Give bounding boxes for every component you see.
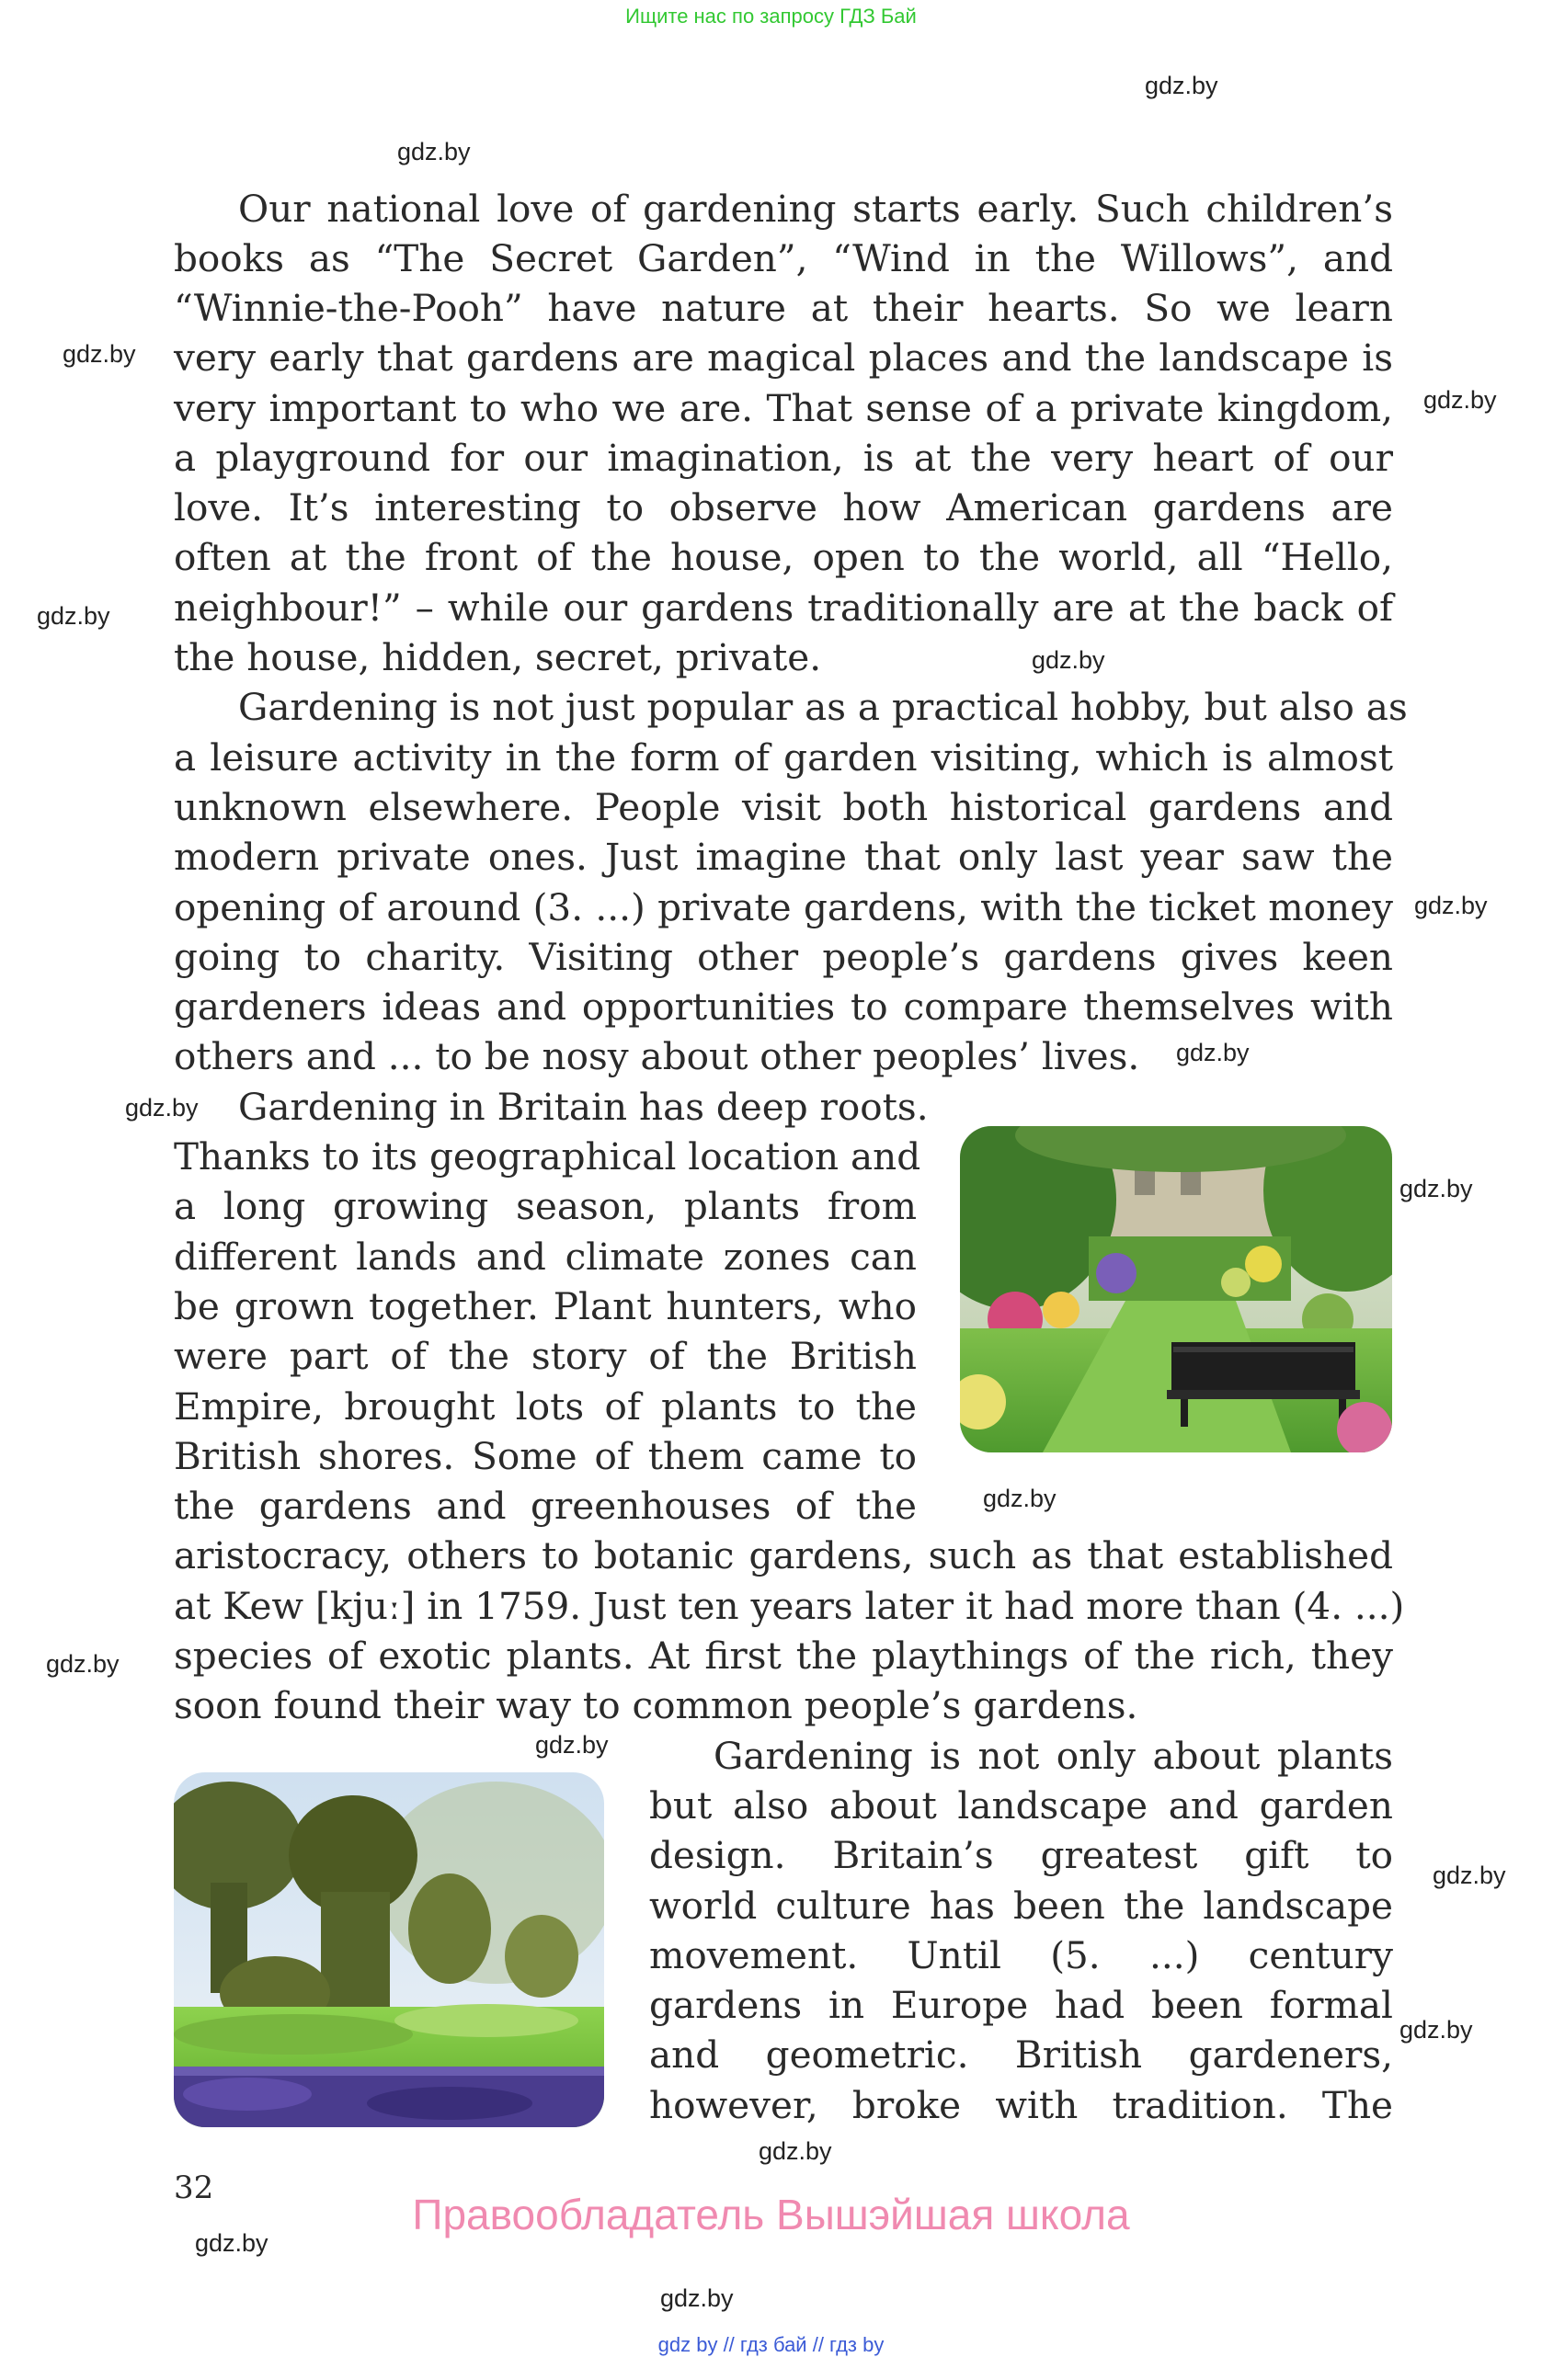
watermark: gdz.by (1399, 2016, 1473, 2044)
watermark: gdz.by (125, 1094, 199, 1122)
text-line: others and ... to be nosy about other peoples’ lives. (174, 1034, 1140, 1078)
text-line: a playground for our imagination, is at the very heart of our (174, 436, 1393, 480)
text-line: opening of around (3. ...) private gardens, with the ticket money (174, 885, 1393, 929)
text-line: soon found their way to common people’s gardens. (174, 1683, 1138, 1727)
watermark: gdz.by (983, 1485, 1057, 1512)
text-line: gardens in Europe had been formal (649, 1983, 1393, 2027)
top-banner: Ищите нас по запросу ГДЗ Бай (625, 5, 917, 28)
text-line: gardeners ideas and opportunities to compare themselves with (174, 985, 1393, 1029)
text-line: however, broke with tradition. The (649, 2083, 1393, 2127)
text-line: at Kew [kjuː] in 1759. Just ten years later it had more than (4. ...) (174, 1584, 1405, 1628)
watermark: gdz.by (1032, 646, 1105, 674)
watermark: gdz.by (46, 1650, 120, 1678)
watermark: gdz.by (660, 2284, 734, 2312)
text-line: Gardening is not only about plants (714, 1734, 1393, 1778)
text-line: a leisure activity in the form of garden visiting, which is almost (174, 735, 1393, 780)
text-line: very early that gardens are magical places and the landscape is (174, 336, 1393, 380)
text-line: Gardening in Britain has deep roots. (238, 1085, 929, 1129)
text-line: aristocracy, others to botanic gardens, such as that established (174, 1533, 1393, 1577)
text-line: and geometric. British gardeners, (649, 2033, 1393, 2077)
watermark: gdz.by (37, 602, 110, 630)
text-line: movement. Until (5. ...) century (649, 1933, 1393, 1977)
watermark: gdz.by (1176, 1039, 1250, 1066)
watermark: gdz.by (1414, 892, 1488, 919)
text-line: were part of the story of the British (174, 1334, 917, 1378)
watermark: gdz.by (1423, 386, 1497, 414)
text-line: modern private ones. Just imagine that only last year saw the (174, 835, 1393, 879)
rights-holder: Правообладатель Вышэйшая школа (412, 2191, 1130, 2238)
page-number: 32 (174, 2169, 214, 2206)
watermark: gdz.by (397, 138, 471, 165)
text-line: the gardens and greenhouses of the (174, 1484, 917, 1528)
text-line: Our national love of gardening starts early. Such children’s (238, 187, 1393, 231)
text-line: be grown together. Plant hunters, who (174, 1284, 917, 1328)
watermark: gdz.by (195, 2229, 268, 2257)
watermark: gdz.by (1433, 1862, 1506, 1889)
watermark: gdz.by (63, 340, 136, 368)
text-line: the house, hidden, secret, private. (174, 635, 822, 679)
text-line: world culture has been the landscape (649, 1884, 1393, 1928)
text-line: a long growing season, plants from (174, 1184, 917, 1228)
text-line: Thanks to its geographical location and (174, 1134, 921, 1179)
topiary-garden-photo (174, 1772, 604, 2127)
footer-links[interactable]: gdz by // гдз бай // гдз by (657, 2333, 885, 2356)
text-line: British shores. Some of them came to (174, 1434, 917, 1478)
text-line: neighbour!” – while our gardens traditionally are at the back of (174, 586, 1393, 630)
watermark: gdz.by (1399, 1175, 1473, 1202)
text-line: different lands and climate zones can (174, 1235, 917, 1279)
text-line: Empire, brought lots of plants to the (174, 1384, 917, 1429)
text-line: Gardening is not just popular as a practical hobby, but also as (238, 685, 1408, 729)
text-line: unknown elsewhere. People visit both historical gardens and (174, 785, 1393, 829)
text-line: very important to who we are. That sense of a private kingdom, (174, 386, 1393, 430)
text-line: love. It’s interesting to observe how American gardens are (174, 485, 1393, 530)
text-line: often at the front of the house, open to the world, all “Hello, (174, 535, 1393, 579)
text-line: going to charity. Visiting other people’s gardens gives keen (174, 935, 1393, 979)
text-line: “Winnie-the-Pooh” have nature at their hearts. So we learn (174, 286, 1393, 330)
text-line: books as “The Secret Garden”, “Wind in the Willows”, and (174, 236, 1393, 280)
garden-bench-photo (960, 1126, 1392, 1452)
text-line: species of exotic plants. At first the playthings of the rich, they (174, 1634, 1393, 1678)
watermark: gdz.by (1145, 72, 1218, 99)
text-line: but also about landscape and garden (649, 1783, 1393, 1828)
watermark: gdz.by (759, 2137, 832, 2165)
text-line: design. Britain’s greatest gift to (649, 1833, 1393, 1877)
watermark: gdz.by (535, 1731, 609, 1759)
